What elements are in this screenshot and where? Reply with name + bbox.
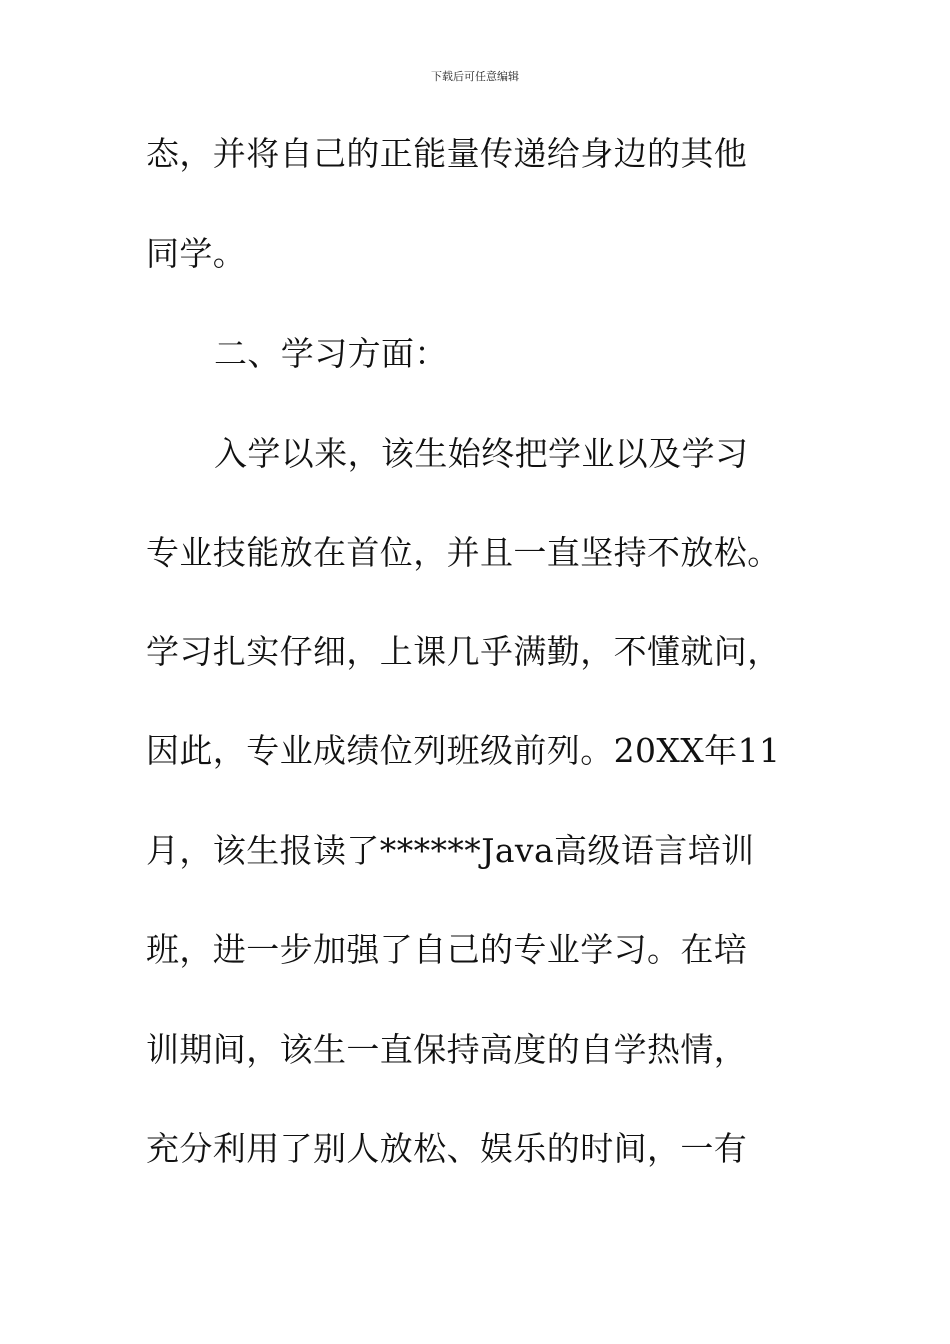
section-heading: 二、学习方面： <box>214 334 448 373</box>
body-line: 态，并将自己的正能量传递给身边的其他 <box>146 134 748 173</box>
body-line: 学习扎实仔细，上课几乎满勤，不懂就问， <box>146 632 781 671</box>
body-line: 训期间，该生一直保持高度的自学热情， <box>146 1030 748 1069</box>
body-line: 同学。 <box>146 234 247 273</box>
page-header: 下载后可任意编辑 <box>431 70 519 83</box>
body-line: 班，进一步加强了自己的专业学习。在培 <box>146 930 748 969</box>
body-line: 月，该生报读了******Java高级语言培训 <box>146 831 755 870</box>
body-line: 专业技能放在首位，并且一直坚持不放松。 <box>146 533 781 572</box>
body-line: 入学以来，该生始终把学业以及学习 <box>214 434 749 473</box>
body-line: 充分利用了别人放松、娱乐的时间，一有 <box>146 1129 748 1168</box>
body-line: 因此，专业成绩位列班级前列。20XX年11 <box>146 731 781 770</box>
